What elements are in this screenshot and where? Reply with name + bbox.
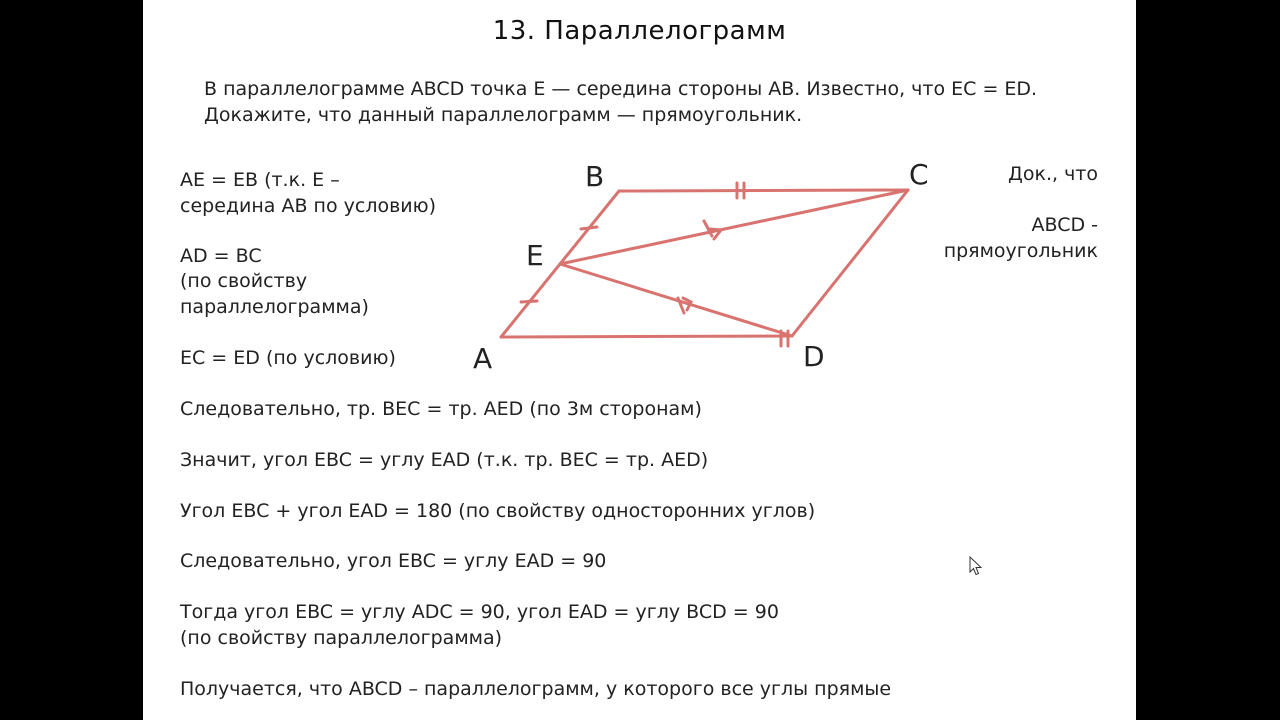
label-c: C — [909, 158, 929, 191]
label-d: D — [803, 340, 825, 373]
goal-line-2: ABCD - — [1031, 214, 1098, 236]
proof-step-2-line-2: (по свойству — [180, 270, 308, 292]
proof-step-4: Следовательно, тр. BEC = тр. AED (по 3м сторонам) — [180, 398, 702, 420]
tick-eb — [581, 227, 597, 229]
proof-step-2-line-3: параллелограмма) — [180, 296, 369, 318]
proof-step-8-line-1: Тогда угол EBC = углу ADC = 90, угол EAD = углу BCD = 90 — [180, 601, 779, 623]
slide — [143, 0, 1136, 720]
goal-line-1: Док., что — [1008, 163, 1098, 185]
segment-ed — [560, 264, 792, 336]
tick-ae — [521, 301, 537, 302]
parallelogram-figure — [453, 150, 933, 380]
proof-step-1-line-2: середина AB по условию) — [180, 195, 437, 217]
slide-title: 13. Параллелограмм — [492, 16, 787, 46]
proof-step-2-line-1: AD = BC — [180, 245, 262, 267]
label-b: B — [585, 160, 605, 193]
proof-step-1-line-1: AE = EB (т.к. E – — [180, 169, 340, 191]
mouse-cursor-icon — [969, 556, 983, 576]
proof-step-3: EC = ED (по условию) — [180, 347, 396, 369]
label-a: A — [473, 342, 493, 375]
side-da — [501, 336, 792, 337]
problem-line-1: В параллелограмме ABCD точка E — середина стороны AB. Известно, что EC = ED. — [204, 78, 1038, 100]
side-bc — [619, 190, 908, 191]
proof-step-6: Угол EBC + угол EAD = 180 (по свойству односторонних углов) — [180, 500, 816, 522]
problem-line-2: Докажите, что данный параллелограмм — прямоугольник. — [204, 104, 803, 126]
proof-step-5: Значит, угол EBC = углу EAD (т.к. тр. BEC = тр. AED) — [180, 449, 709, 471]
proof-step-8-line-2: (по свойству параллелограмма) — [180, 627, 503, 649]
proof-conclusion: Получается, что ABCD – параллелограмм, у которого все углы прямые — [180, 678, 892, 700]
problem-statement — [204, 76, 1114, 128]
goal-line-3: прямоугольник — [943, 240, 1098, 262]
proof-step-7: Следовательно, угол EBC = углу EAD = 90 — [180, 550, 607, 572]
label-e: E — [526, 239, 544, 272]
